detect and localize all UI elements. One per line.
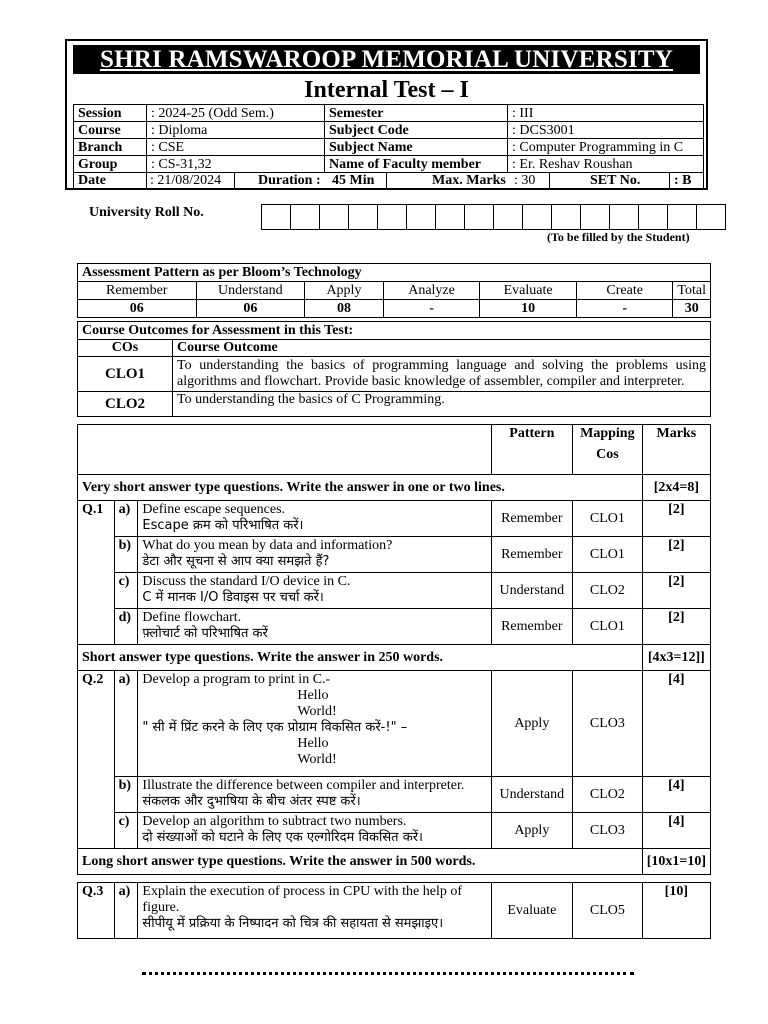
question-number: Q.3 [78, 883, 115, 939]
section-c-title: Long short answer type questions. Write the answer in 500 words. [78, 849, 643, 875]
marks-cell: [2] [642, 537, 710, 573]
university-name: SHRI RAMSWAROOP MEMORIAL UNIVERSITY [73, 45, 700, 74]
roll-digit-box[interactable] [696, 204, 726, 230]
bloom-value: 06 [196, 300, 305, 318]
pattern-cell: Apply [491, 813, 572, 849]
bloom-value: 30 [673, 300, 711, 318]
question-text [138, 777, 491, 813]
question-hi: सीपीयू में प्रक्रिया के निष्पादन को चित्र की सहायता से समझाइए। [142, 916, 444, 931]
part-label: c) [114, 813, 138, 849]
question-number: Q.2 [78, 671, 115, 849]
roll-digit-box[interactable] [522, 204, 552, 230]
bloom-header: Apply [305, 282, 384, 300]
pattern-cell: Understand [491, 777, 572, 813]
bottom-dotted-divider [142, 972, 634, 975]
bloom-value: - [576, 300, 673, 318]
info-value: : III [508, 105, 704, 122]
mapping-header-sub: Cos [596, 447, 619, 462]
question-text [138, 501, 491, 537]
marks-cell: [4] [642, 671, 710, 777]
question-text [138, 883, 491, 939]
bloom-header: Total [673, 282, 711, 300]
pattern-header: Pattern [491, 425, 572, 475]
co-cell: CLO2 [573, 777, 643, 813]
section-a-marks: [2x4=8] [642, 475, 710, 501]
question-row [78, 537, 711, 573]
question-en: Illustrate the difference between compiler and interpreter. [142, 778, 465, 793]
marks-cell: [2] [642, 573, 710, 609]
roll-digit-box[interactable] [609, 204, 639, 230]
info-label: Course [74, 122, 147, 139]
co-cell: CLO3 [573, 671, 643, 777]
set-value: : B [674, 173, 692, 188]
section-b-marks: [4x3=12]] [642, 645, 710, 671]
roll-digit-box[interactable] [406, 204, 436, 230]
co-description: To understanding the basics of C Programming. [173, 392, 711, 417]
course-outcomes-table [77, 321, 711, 417]
roll-digit-box[interactable] [464, 204, 494, 230]
question-row [78, 813, 711, 849]
part-label: c) [114, 573, 138, 609]
question-text [138, 671, 491, 777]
question-en: Define flowchart. [142, 610, 242, 625]
question-text [138, 813, 491, 849]
marks-cell: [2] [642, 609, 710, 645]
co-cell: CLO1 [573, 537, 643, 573]
roll-digit-box[interactable] [319, 204, 349, 230]
part-label: b) [114, 777, 138, 813]
roll-digit-box[interactable] [667, 204, 697, 230]
info-row [74, 122, 704, 139]
roll-digit-box[interactable] [580, 204, 610, 230]
question-hi: डेटा और सूचना से आप क्या समझते हैं? [142, 554, 330, 569]
test-title: Internal Test – I [304, 77, 469, 103]
co-column-header: COs [78, 340, 173, 357]
info-label: Name of Faculty member [325, 156, 508, 173]
marks-header: Marks [642, 425, 710, 475]
question-en: Discuss the standard I/O device in C. [142, 574, 351, 589]
pattern-cell: Evaluate [491, 883, 572, 939]
marks-cell: [10] [642, 883, 710, 939]
part-label: a) [114, 883, 138, 939]
max-marks-label: Max. Marks [432, 173, 506, 188]
duration-label: Duration : [258, 173, 321, 188]
co-cell: CLO1 [573, 501, 643, 537]
outcome-column-header: Course Outcome [173, 340, 711, 357]
marks-cell: [4] [642, 813, 710, 849]
question-hi: फ़्लोचार्ट को परिभाषित करें [142, 626, 268, 641]
info-row [74, 105, 704, 122]
pattern-cell: Remember [491, 501, 572, 537]
bloom-value: 06 [78, 300, 197, 318]
question-row [78, 609, 711, 645]
bloom-value: 08 [305, 300, 384, 318]
set-label: SET No. [590, 173, 641, 188]
output-line: Hello [297, 688, 329, 703]
part-label: d) [114, 609, 138, 645]
info-label: Semester [325, 105, 508, 122]
roll-digit-box[interactable] [377, 204, 407, 230]
roll-number-label: University Roll No. [89, 205, 204, 220]
info-value: : 2024-25 (Odd Sem.) [147, 105, 325, 122]
output-line: World! [297, 704, 337, 719]
question-row [78, 671, 711, 777]
question-text [138, 537, 491, 573]
co-cell: CLO2 [573, 573, 643, 609]
exam-info-table [73, 104, 704, 173]
date-row [73, 172, 704, 189]
question-row [78, 883, 711, 939]
roll-number-boxes[interactable] [262, 204, 726, 230]
info-value: : CSE [147, 139, 325, 156]
fill-note: (To be filled by the Student) [547, 230, 690, 244]
pattern-cell: Remember [491, 537, 572, 573]
question-hi: " सी में प्रिंट करने के लिए एक प्रोग्राम विकसित करें-!" – [142, 720, 408, 735]
output-line: Hello [297, 736, 329, 751]
date-value: : 21/08/2024 [150, 173, 222, 188]
bloom-value: - [383, 300, 480, 318]
question-hi: C में मानक I/O डिवाइस पर चर्चा करें। [142, 590, 324, 605]
part-label: a) [114, 501, 138, 537]
bloom-header: Evaluate [480, 282, 577, 300]
question-en: Explain the execution of process in CPU with the help of figure. [142, 884, 463, 915]
roll-digit-box[interactable] [435, 204, 465, 230]
questions-table [77, 424, 711, 939]
section-c-marks: [10x1=10] [642, 849, 710, 875]
info-row [74, 139, 704, 156]
info-value: : CS-31,32 [147, 156, 325, 173]
roll-digit-box[interactable] [290, 204, 320, 230]
bloom-header: Understand [196, 282, 305, 300]
info-value: : DCS3001 [508, 122, 704, 139]
part-label: b) [114, 537, 138, 573]
pattern-cell: Understand [491, 573, 572, 609]
co-cell: CLO1 [573, 609, 643, 645]
question-number: Q.1 [78, 501, 115, 645]
part-label: a) [114, 671, 138, 777]
co-code: CLO2 [78, 392, 173, 417]
bloom-title: Assessment Pattern as per Bloom’s Technology [78, 264, 711, 282]
roll-digit-box[interactable] [638, 204, 668, 230]
exam-header [65, 39, 708, 190]
info-value: : Computer Programming in C [508, 139, 704, 156]
info-value: : Er. Reshav Roushan [508, 156, 704, 173]
output-line: World! [297, 752, 337, 767]
question-row [78, 501, 711, 537]
mapping-header [573, 425, 643, 475]
question-text [138, 609, 491, 645]
bloom-value: 10 [480, 300, 577, 318]
pattern-cell: Remember [491, 609, 572, 645]
section-a-title: Very short answer type questions. Write the answer in one or two lines. [78, 475, 643, 501]
roll-digit-box[interactable] [261, 204, 291, 230]
roll-digit-box[interactable] [493, 204, 523, 230]
info-label: Branch [74, 139, 147, 156]
info-label: Subject Name [325, 139, 508, 156]
bloom-header: Remember [78, 282, 197, 300]
info-label: Group [74, 156, 147, 173]
roll-digit-box[interactable] [348, 204, 378, 230]
marks-cell: [4] [642, 777, 710, 813]
info-value: : Diploma [147, 122, 325, 139]
outcomes-title: Course Outcomes for Assessment in this Test: [78, 322, 711, 340]
question-en: What do you mean by data and information? [142, 538, 393, 553]
info-row [74, 156, 704, 173]
mapping-header-label: Mapping [580, 426, 635, 441]
roll-digit-box[interactable] [551, 204, 581, 230]
info-label: Session [74, 105, 147, 122]
question-en: Develop a program to print in C.- [142, 672, 331, 687]
question-en: Define escape sequences. [142, 502, 286, 517]
bloom-assessment-table [77, 263, 711, 318]
co-cell: CLO3 [573, 813, 643, 849]
question-hi: Escape क्रम को परिभाषित करें। [142, 518, 304, 533]
pattern-cell: Apply [491, 671, 572, 777]
duration-value: 45 Min [332, 173, 375, 188]
question-en: Develop an algorithm to subtract two numbers. [142, 814, 407, 829]
bloom-header: Create [576, 282, 673, 300]
question-row [78, 573, 711, 609]
question-row [78, 777, 711, 813]
max-marks-value: : 30 [514, 173, 536, 188]
bloom-header: Analyze [383, 282, 480, 300]
question-hi: दो संख्याओं को घटाने के लिए एक एल्गोरिदम विकसित करें। [142, 830, 423, 845]
marks-cell: [2] [642, 501, 710, 537]
co-description: To understanding the basics of programming language and solving the problems using algorithms and flowchart. Provide basic knowledge of assembler, compiler and interpreter. [173, 357, 711, 392]
question-hi: संकलक और दुभाषिया के बीच अंतर स्पष्ट करें। [142, 794, 361, 809]
section-b-title: Short answer type questions. Write the answer in 250 words. [78, 645, 643, 671]
question-text [138, 573, 491, 609]
co-code: CLO1 [78, 357, 173, 392]
date-label: Date [78, 173, 106, 188]
info-label: Subject Code [325, 122, 508, 139]
co-cell: CLO5 [573, 883, 643, 939]
